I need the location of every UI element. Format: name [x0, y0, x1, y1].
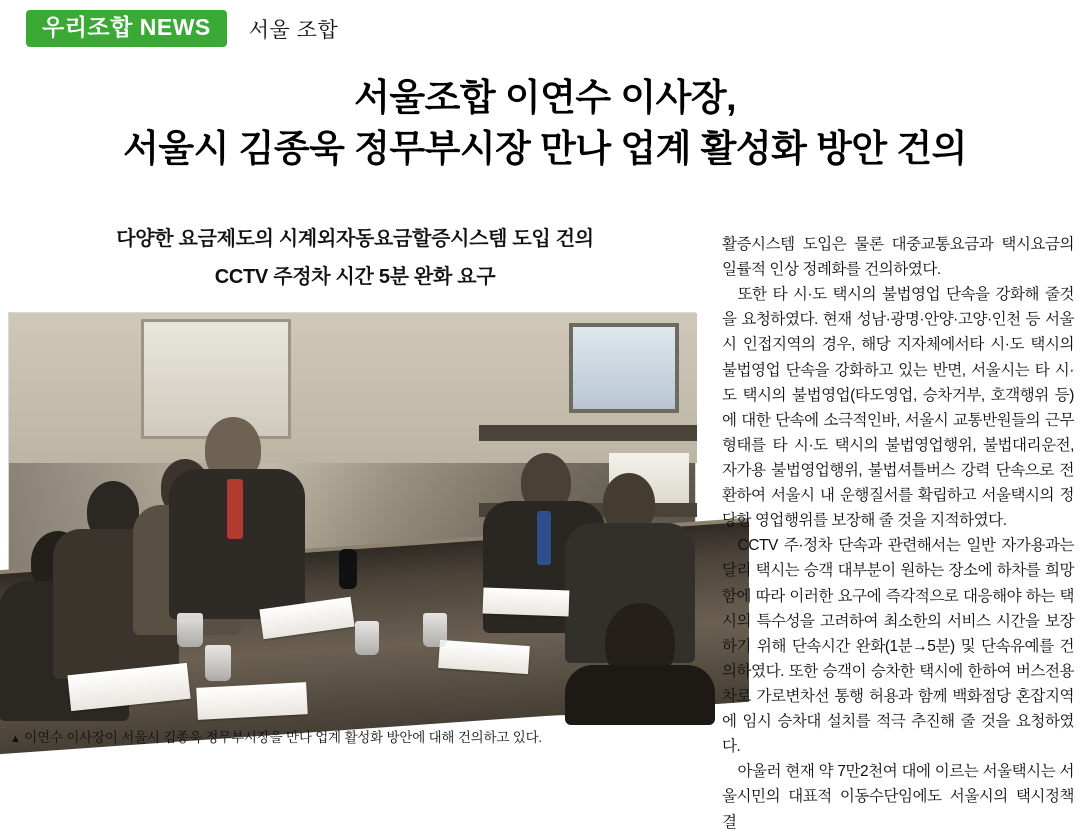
article-paragraph: CCTV 주·정차 단속과 관련해서는 일반 자가용과는 달리 택시는 승객 대부분이 원하는 장소에 하차를 희망함에 따라 이러한 요구에 즉각적으로 대응해야 하는 택시의 특수성을 고려하여 최소한의 서비스 시간을 보장하기 위해 단속시간 완화(1분→5분) 및 단속유예를 건의하였다. 또한 승객이 승차한 택시에 한하여 버스전용차로 가로변차선 통행 허용과 함께 백화점당 혼잡지역에 임시 승차대 설치를 적극 추진해 줄 것을 요청하였다. [722, 537, 1074, 756]
subhead-1: 다양한 요금제도의 시계외자동요금할증시스템 도입 건의 [116, 228, 594, 250]
article-paragraph: 활증시스템 도입은 물론 대중교통요금과 택시요금의 일률적 인상 정례화를 건의하였다. [722, 236, 1074, 279]
photo-glass-4 [423, 613, 447, 647]
photo-person-4-tie [227, 479, 243, 539]
photo-document-2 [196, 682, 308, 720]
photo-person-5-tie [537, 511, 551, 565]
headline-line-1: 서울조합 이연수 이사장, [354, 77, 736, 118]
article-subheads [10, 224, 700, 300]
article-paragraph: 아울러 현재 약 7만2천여 대에 이르는 서울택시는 서울시민의 대표적 이동수단임에도 서울시의 택시정책 결 [722, 763, 1074, 831]
caption-marker-icon: ▲ [10, 733, 21, 745]
masthead [26, 10, 338, 47]
photo-window-left [141, 319, 291, 439]
article-headline [0, 72, 1090, 174]
photo-glass-2 [205, 645, 231, 681]
photo-document-5 [483, 588, 570, 617]
photo-shelf-upper [479, 425, 697, 441]
news-badge: 우리조합 NEWS [26, 10, 227, 47]
photo-glass-3 [355, 621, 379, 655]
photo-window-right [569, 323, 679, 413]
article-photo [8, 312, 696, 716]
photo-caption [10, 726, 700, 746]
headline-line-2: 서울시 김종욱 정무부시장 만나 업계 활성화 방안 건의 [123, 128, 967, 170]
photo-image [9, 313, 695, 715]
article-paragraph: 또한 타 시·도 택시의 불법영업 단속을 강화해 줄것을 요청하였다. 현재 성남·광명·안양·고양·인천 등 서울시 인접지역의 경우, 해당 지자체에서타 시·도 택시의 불법영업 단속을 강화하고 있는 반면, 서울시는 타 시·도 택시의 불법영업(타도영업, 승차거부, 호객행위 등)에 대한 단속에 소극적인바, 서울시 교통반원들의 근무형태를 타 시·도 택시의 불법영업행위, 불법대리운전, 자가용 불법영업행위, 불법셔틀버스 강력 단속으로 전환하여 서울시 내 운행질서를 확립하고 서울택시의 정당한 영업행위를 보장해 줄 것을 지적하였다. [722, 286, 1074, 530]
photo-person-7-body [565, 665, 715, 725]
section-title: 서울 조합 [248, 18, 339, 42]
article-body-column [722, 232, 1074, 835]
photo-mic [339, 549, 357, 589]
photo-glass-1 [177, 613, 203, 647]
caption-text: 이연수 이사장이 서울시 김종욱 정무부시장을 만나 업계 활성화 방안에 대해 건의하고 있다. [24, 730, 542, 745]
subhead-2: CCTV 주정차 시간 5분 완화 요구 [214, 266, 496, 288]
